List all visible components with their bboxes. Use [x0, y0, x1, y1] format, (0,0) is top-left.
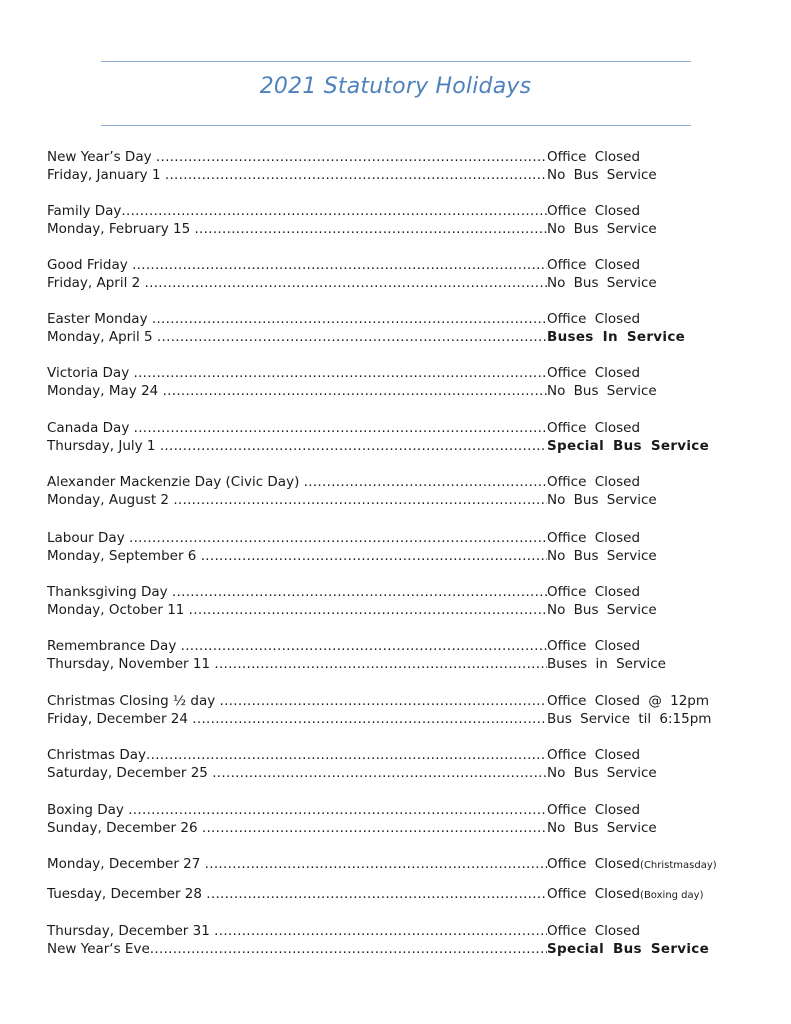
- dot-leader: [125, 530, 547, 546]
- holiday-name: Christmas Day: [47, 747, 147, 763]
- holiday-name: New Year’s Day: [47, 149, 152, 165]
- holiday-name: Christmas Closing ½ day: [47, 693, 216, 709]
- holiday-name: Victoria Day: [47, 365, 130, 381]
- dot-leader: [190, 221, 547, 237]
- office-status-text: Office Closed: [547, 886, 641, 902]
- dot-leader: [299, 474, 547, 490]
- dot-leader: [156, 438, 547, 454]
- dot-leader: [196, 548, 547, 564]
- status-note: (Christmasday): [640, 860, 717, 871]
- dot-leader: [152, 149, 547, 165]
- bus-status: Special Bus Service: [547, 438, 710, 454]
- office-status: Office Closed @ 12pm: [547, 693, 710, 709]
- holiday-date: Monday, December 27: [47, 856, 201, 872]
- dot-leader: [200, 856, 547, 872]
- dot-leader: [168, 584, 547, 600]
- bus-status: No Bus Service: [547, 820, 657, 836]
- dot-leader: [208, 765, 547, 781]
- holiday-name: Thanksgiving Day: [47, 584, 168, 600]
- dot-leader: [124, 802, 547, 818]
- office-status: Office Closed: [547, 257, 641, 273]
- bus-status: No Bus Service: [547, 167, 657, 183]
- dot-leader: [198, 820, 547, 836]
- holiday-date: Friday, December 24: [47, 711, 188, 727]
- bus-status: No Bus Service: [547, 548, 657, 564]
- holiday-name: Good Friday: [47, 257, 128, 273]
- dot-leader: [176, 638, 547, 654]
- dot-leader: [146, 747, 547, 763]
- bus-status: No Bus Service: [547, 602, 657, 618]
- office-status: Office Closed: [547, 311, 641, 327]
- holiday-name: Alexander Mackenzie Day (Civic Day): [47, 474, 300, 490]
- office-status: [547, 885, 703, 905]
- holiday-date: Sunday, December 26: [47, 820, 198, 836]
- dot-leader: [202, 886, 547, 902]
- dot-leader: [210, 656, 547, 672]
- bus-status: No Bus Service: [547, 383, 657, 399]
- office-status: Office Closed: [547, 365, 641, 381]
- holiday-date: Monday, May 24: [47, 383, 159, 399]
- holiday-date: Monday, February 15: [47, 221, 191, 237]
- holiday-date: Monday, August 2: [47, 492, 170, 508]
- office-status: [547, 855, 717, 875]
- holiday-name: Remembrance Day: [47, 638, 177, 654]
- dot-leader: [140, 275, 547, 291]
- holiday-date: Monday, October 11: [47, 602, 185, 618]
- dot-leader: [169, 492, 547, 508]
- bus-status: Buses In Service: [547, 329, 686, 345]
- holiday-name: New Year‘s Eve: [47, 941, 150, 957]
- office-status: Office Closed: [547, 420, 641, 436]
- holiday-date: Tuesday, December 28: [47, 886, 202, 902]
- dot-leader: [210, 923, 547, 939]
- bus-status: No Bus Service: [547, 765, 657, 781]
- dot-leader: [128, 257, 547, 273]
- dot-leader: [158, 383, 547, 399]
- dot-leader: [153, 329, 547, 345]
- holiday-date: Thursday, December 31: [47, 923, 210, 939]
- holiday-name: Easter Monday: [47, 311, 148, 327]
- office-status-text: Office Closed: [547, 856, 641, 872]
- office-status: Office Closed: [547, 747, 641, 763]
- office-status: Office Closed: [547, 923, 641, 939]
- dot-leader: [148, 311, 547, 327]
- bus-status: Bus Service til 6:15pm: [547, 711, 712, 727]
- holiday-date: Monday, September 6: [47, 548, 197, 564]
- holiday-date: Monday, April 5: [47, 329, 153, 345]
- office-status: Office Closed: [547, 584, 641, 600]
- office-status: Office Closed: [547, 474, 641, 490]
- office-status: Office Closed: [547, 203, 641, 219]
- bus-status: No Bus Service: [547, 492, 657, 508]
- office-status: Office Closed: [547, 638, 641, 654]
- page-title: 2021 Statutory Holidays: [259, 74, 532, 99]
- bus-status: No Bus Service: [547, 275, 657, 291]
- dot-leader: [161, 167, 547, 183]
- dot-leader: [184, 602, 547, 618]
- bottom-divider: [101, 125, 691, 126]
- dot-leader: [121, 203, 547, 219]
- holiday-name: Boxing Day: [47, 802, 124, 818]
- holiday-date: Friday, January 1: [47, 167, 161, 183]
- holiday-date: Thursday, November 11: [47, 656, 211, 672]
- holiday-date: Thursday, July 1: [47, 438, 156, 454]
- dot-leader: [150, 941, 547, 957]
- dot-leader: [188, 711, 547, 727]
- holiday-date: Friday, April 2: [47, 275, 141, 291]
- office-status: Office Closed: [547, 149, 641, 165]
- office-status: Office Closed: [547, 802, 641, 818]
- office-status: Office Closed: [547, 530, 641, 546]
- holiday-name: Labour Day: [47, 530, 125, 546]
- bus-status: No Bus Service: [547, 221, 657, 237]
- dot-leader: [129, 365, 547, 381]
- holiday-date: Saturday, December 25: [47, 765, 208, 781]
- top-divider: [101, 61, 691, 62]
- status-note: (Boxing day): [640, 890, 704, 901]
- bus-status: Buses in Service: [547, 656, 666, 672]
- dot-leader: [129, 420, 547, 436]
- holiday-name: Canada Day: [47, 420, 130, 436]
- bus-status: Special Bus Service: [547, 941, 710, 957]
- dot-leader: [215, 693, 547, 709]
- holiday-name: Family Day: [47, 203, 122, 219]
